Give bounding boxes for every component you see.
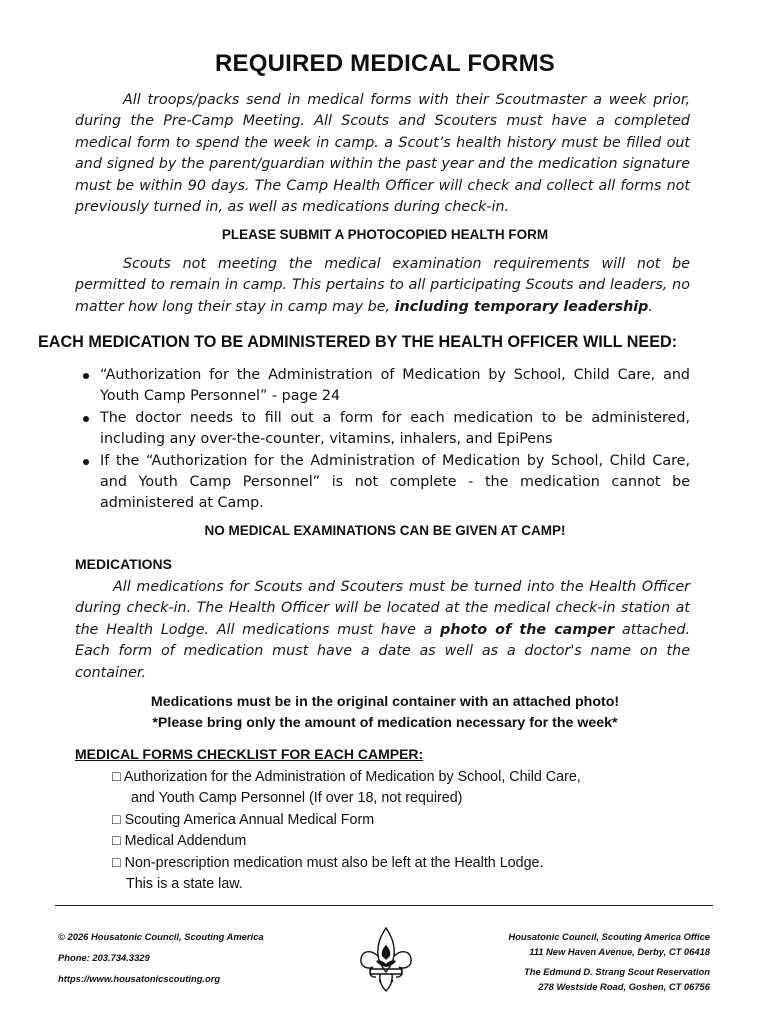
medications-text-a: All medications for Scouts and Scouters must be turned into the Health Officer during check-in. The Health Officer will be located at the medical check-in station at the Health Lodge. All medications must have a bbox=[75, 579, 690, 638]
checklist-item[interactable] bbox=[112, 810, 712, 831]
container-notice: Medications must be in the original container with an attached photo! bbox=[150, 694, 620, 710]
intro-paragraph bbox=[75, 90, 690, 218]
checklist-item-label: Scouting America Annual Medical Form bbox=[124, 811, 375, 828]
checklist-item[interactable] bbox=[112, 767, 712, 788]
footer-copyright: © 2026 Housatonic Council, Scouting America bbox=[58, 931, 264, 942]
footer-divider bbox=[55, 905, 713, 906]
photocopy-heading: PLEASE SUBMIT A PHOTOCOPIED HEALTH FORM bbox=[221, 227, 549, 242]
checkbox-icon[interactable]: □ bbox=[112, 769, 121, 785]
fleur-de-lis-emblem-icon bbox=[358, 925, 414, 995]
intro-text: All troops/packs send in medical forms with their Scoutmaster a week prior, during the Pre-Camp Meeting. All Scouts and Scouters must have a completed medical form to spend the week in camp. a Scout’s health history must be filled out and signed by the parent/guardian within the past year and the medication signature must be within 90 days. The Camp Health Officer will check and collect all forms not previously turned in, as well as medications during check-in. bbox=[75, 92, 690, 216]
page-title: REQUIRED MEDICAL FORMS bbox=[215, 50, 555, 77]
checklist-item[interactable] bbox=[112, 831, 712, 852]
checkbox-icon[interactable]: □ bbox=[112, 811, 121, 828]
checklist-item-label: Non-prescription medication must also be left at the Health Lodge. bbox=[124, 854, 544, 871]
footer-office-name: Housatonic Council, Scouting America Office bbox=[508, 931, 710, 942]
footer-website[interactable]: https://www.housatonicscouting.org bbox=[58, 973, 221, 984]
requirements-text: Scouts not meeting the medical examination requirements will not be permitted to remain in camp. This pertains to all participating Scouts and leaders, no matter how long their stay in camp may be, bbox=[75, 256, 690, 315]
no-exam-notice: NO MEDICAL EXAMINATIONS CAN BE GIVEN AT CAMP! bbox=[204, 523, 566, 538]
checklist-item-label: Medical Addendum bbox=[124, 833, 247, 850]
checkbox-icon[interactable]: □ bbox=[112, 854, 121, 871]
checklist-item-continued: This is a state law. bbox=[126, 876, 243, 893]
medication-requirements-list bbox=[78, 365, 690, 515]
medications-heading: MEDICATIONS bbox=[75, 556, 172, 572]
checklist-heading: MEDICAL FORMS CHECKLIST FOR EACH CAMPER: bbox=[75, 746, 424, 762]
amount-notice: *Please bring only the amount of medication necessary for the week* bbox=[152, 715, 618, 731]
footer-phone: Phone: 203.734.3329 bbox=[58, 952, 150, 963]
list-item: “Authorization for the Administration of Medication by School, Child Care, and Youth Camp Personnel” - page 24 bbox=[78, 365, 690, 408]
medication-heading: EACH MEDICATION TO BE ADMINISTERED BY THE HEALTH OFFICER WILL NEED: bbox=[38, 333, 678, 351]
requirements-emphasis: including temporary leadership bbox=[394, 298, 649, 315]
medications-emphasis: photo of the camper bbox=[440, 621, 615, 638]
medications-text-b: attached. Each form of medication must have a date as well as a doctor's name on the container. bbox=[75, 621, 691, 681]
checklist-item-continued: and Youth Camp Personnel (If over 18, not required) bbox=[131, 790, 463, 807]
requirements-paragraph bbox=[75, 254, 690, 318]
checklist-item[interactable] bbox=[112, 853, 712, 874]
footer-office-address: 111 New Haven Avenue, Derby, CT 06418 bbox=[529, 946, 710, 957]
medications-paragraph bbox=[75, 577, 690, 684]
requirements-end: . bbox=[648, 298, 653, 315]
checklist-item-label: Authorization for the Administration of Medication by School, Child Care, bbox=[123, 769, 581, 785]
checkbox-icon[interactable]: □ bbox=[112, 833, 121, 850]
footer-reservation-name: The Edmund D. Strang Scout Reservation bbox=[524, 966, 710, 977]
checklist bbox=[112, 767, 712, 895]
footer-reservation-address: 278 Westside Road, Goshen, CT 06756 bbox=[538, 981, 710, 992]
list-item: If the “Authorization for the Administration of Medication by School, Child Care, and Youth Camp Personnel” is not complete - the medication cannot be administered at Camp. bbox=[78, 451, 690, 515]
list-item: The doctor needs to fill out a form for each medication to be administered, including any over-the-counter, vitamins, inhalers, and EpiPens bbox=[78, 408, 690, 451]
